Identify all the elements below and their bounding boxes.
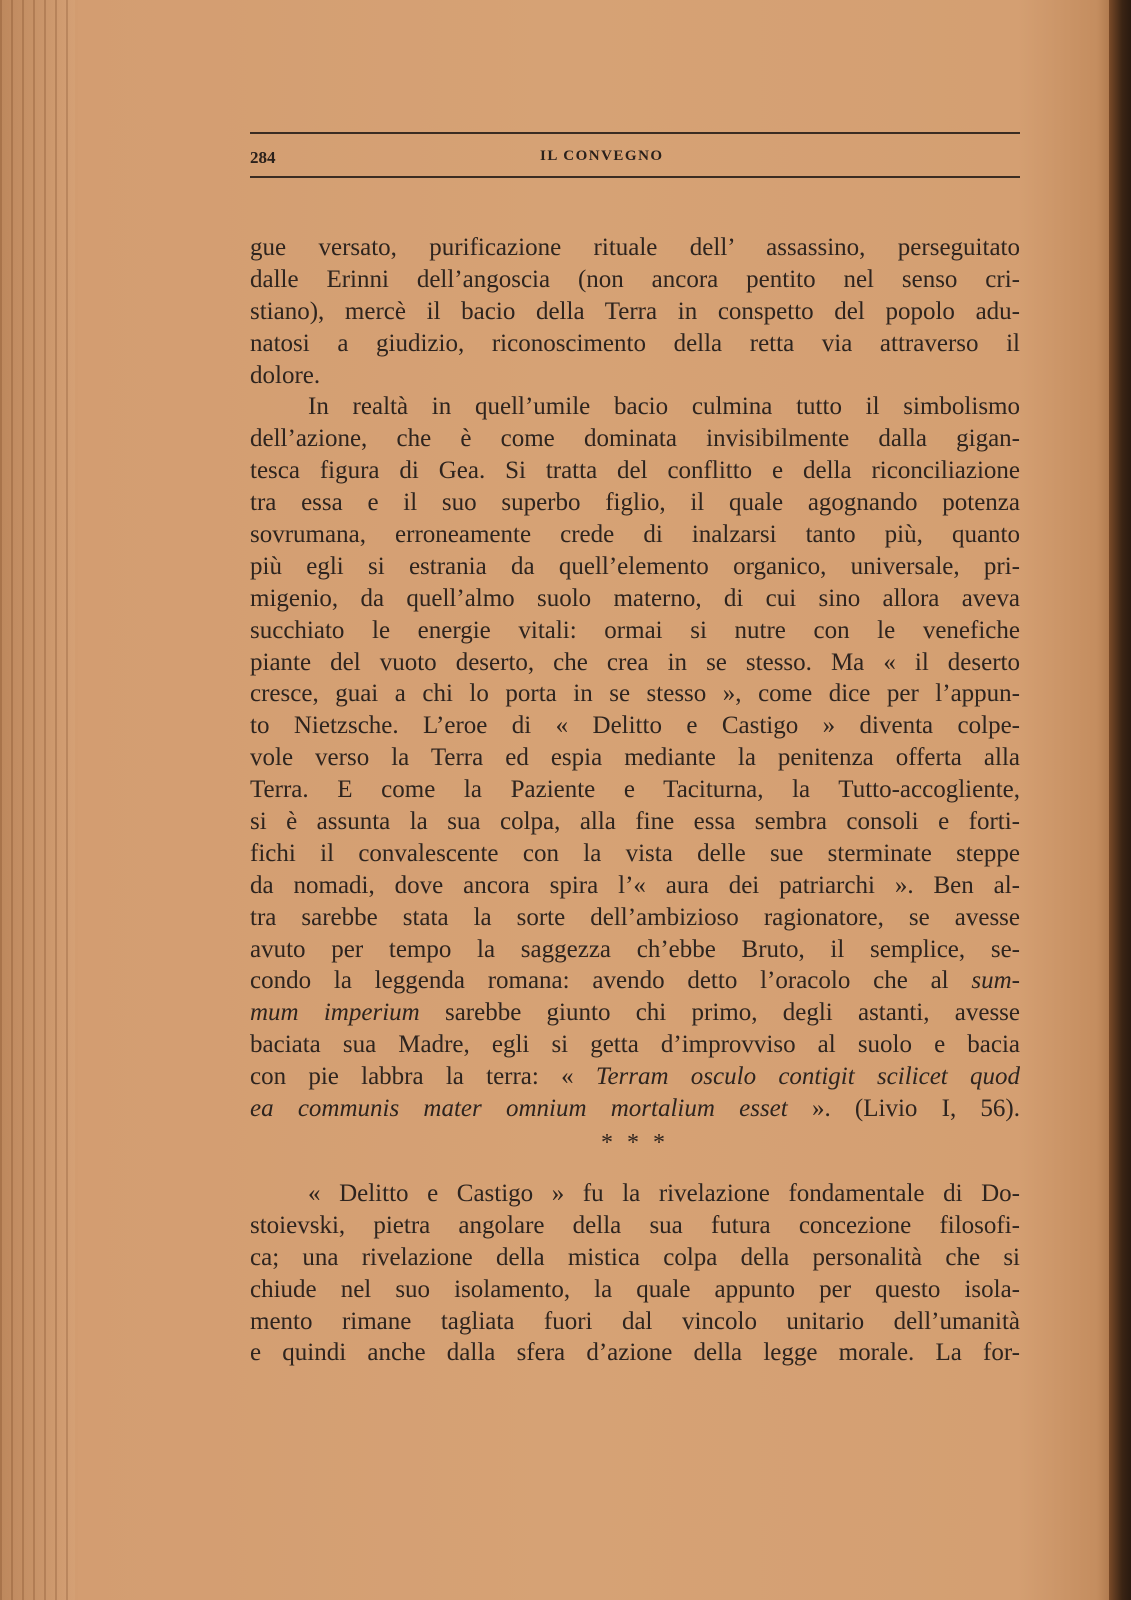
text-line: sovrumana, erroneamente crede di inalzarsi tanto più, quanto xyxy=(250,521,1020,549)
text-line: avuto per tempo la saggezza ch’ebbe Bruto, il semplice, se- xyxy=(250,935,1020,963)
main-text xyxy=(250,232,1020,1125)
text-line: si è assunta la sua colpa, alla fine essa sembra consoli e forti- xyxy=(250,808,1020,836)
text-line: to Nietzsche. L’eroe di « Delitto e Castigo » diventa colpe- xyxy=(250,712,1020,740)
second-section-text xyxy=(250,1178,1020,1369)
text-line: tesca figura di Gea. Si tratta del conflitto e della riconciliazione xyxy=(250,457,1020,485)
text-line: dolore. xyxy=(250,361,321,389)
text-line xyxy=(250,1093,1020,1125)
running-title: IL CONVEGNO xyxy=(540,148,664,164)
text-line: stoievski, pietra angolare della sua futura concezione filosofi- xyxy=(250,1211,1020,1239)
text-line: dell’azione, che è come dominata invisibilmente dalla gigan- xyxy=(250,425,1020,453)
text-line xyxy=(250,997,1020,1029)
italic-text: sum- xyxy=(971,967,1020,995)
text-fragment: ». (Livio I, 56). xyxy=(787,1095,1020,1123)
text-line: tra sarebbe stata la sorte dell’ambizioso ragionatore, se avesse xyxy=(250,903,1020,931)
text-line xyxy=(250,965,1020,997)
text-line: ca; una rivelazione della mistica colpa della personalità che si xyxy=(250,1243,1020,1271)
text-line: stiano), mercè il bacio della Terra in conspetto del popolo adu- xyxy=(250,297,1020,325)
page-header xyxy=(250,118,1020,188)
text-line: e quindi anche dalla sfera d’azione della legge morale. La for- xyxy=(250,1339,1020,1367)
italic-text: ea communis mater omnium mortalium esset xyxy=(250,1095,788,1123)
text-line: In realtà in quell’umile bacio culmina tutto il simbolismo xyxy=(308,393,1020,421)
text-line: dalle Erinni dell’angoscia (non ancora pentito nel senso cri- xyxy=(250,265,1020,293)
text-line: mento rimane tagliata fuori dal vincolo unitario dell’umanità xyxy=(250,1307,1020,1335)
text-line xyxy=(250,1061,1020,1093)
text-line: Terra. E come la Paziente e Taciturna, la Tutto-accogliente, xyxy=(250,776,1020,804)
text-fragment: con pie labbra la terra: « xyxy=(250,1063,596,1091)
text-line: tra essa e il suo superbo figlio, il quale agognando potenza xyxy=(250,489,1020,517)
stacked-page-edges xyxy=(0,0,75,1600)
text-line: cresce, guai a chi lo porta in se stesso », come dice per l’appun- xyxy=(250,680,1020,708)
text-line: gue versato, purificazione rituale dell’ assassino, perseguitato xyxy=(250,234,1020,261)
text-line: piante del vuoto deserto, che crea in se stesso. Ma « il deserto xyxy=(250,648,1020,676)
text-line: migenio, da quell’almo suolo materno, di cui sino allora aveva xyxy=(250,584,1020,612)
book-gutter-shadow xyxy=(1109,0,1131,1600)
header-rule-bottom xyxy=(250,176,1020,178)
text-fragment: condo la leggenda romana: avendo detto l’oracolo che al xyxy=(250,967,972,995)
text-line: da nomadi, dove ancora spira l’« aura dei patriarchi ». Ben al- xyxy=(250,871,1020,899)
text-line: chiude nel suo isolamento, la quale appunto per questo isola- xyxy=(250,1275,1020,1303)
text-line: fichi il convalescente con la vista delle sue sterminate steppe xyxy=(250,839,1020,867)
header-rule-top xyxy=(250,132,1020,134)
text-line: natosi a giudizio, riconoscimento della retta via attraverso il xyxy=(250,329,1020,357)
text-line: baciata sua Madre, egli si getta d’improvviso al suolo e bacia xyxy=(250,1031,1020,1059)
text-line: più egli si estrania da quell’elemento organico, universale, pri- xyxy=(250,552,1020,580)
text-line: succhiato le energie vitali: ormai si nutre con le venefiche xyxy=(250,616,1020,644)
section-separator: * * * xyxy=(601,1130,669,1156)
text-fragment: sarebbe giunto chi primo, degli astanti, avesse xyxy=(419,999,1020,1027)
text-line: vole verso la Terra ed espia mediante la penitenza offerta alla xyxy=(250,744,1020,772)
text-line: « Delitto e Castigo » fu la rivelazione fondamentale di Do- xyxy=(308,1180,1020,1207)
italic-text: mum imperium xyxy=(250,999,420,1027)
page-number: 284 xyxy=(250,148,276,167)
italic-text: Terram osculo contigit scilicet quod xyxy=(595,1063,1020,1091)
